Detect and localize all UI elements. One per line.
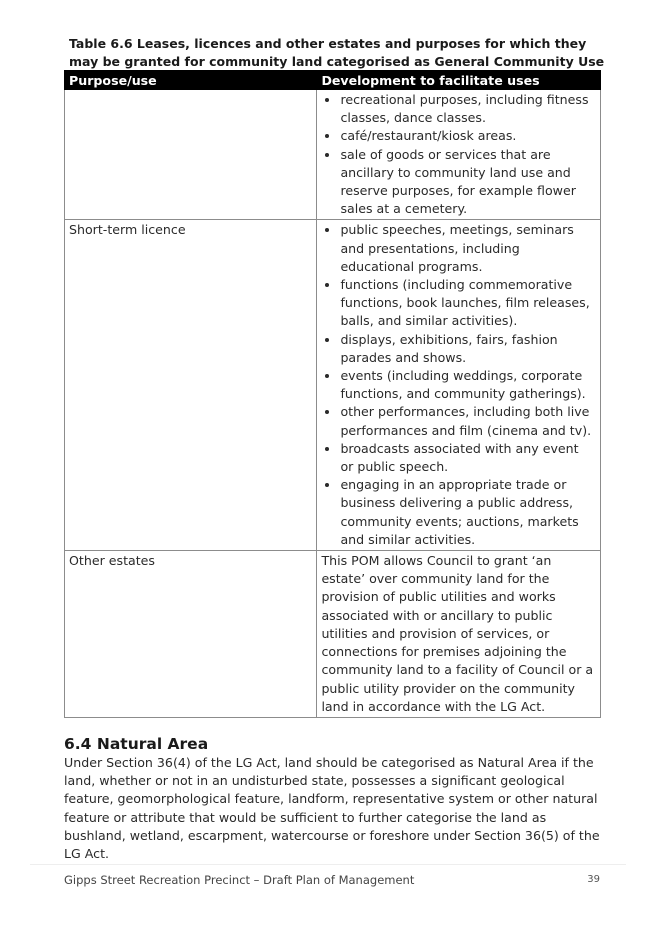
list-item: • sale of goods or services that are ancillary to community land use and reserve purposes, for example flower sales at a cemetery. [340, 146, 595, 219]
list-item: • events (including weddings, corporate functions, and community gatherings). [340, 367, 595, 403]
table-header-row [65, 71, 601, 90]
list-item: • public speeches, meetings, seminars and presentations, including educational programs. [340, 221, 595, 276]
list-item: • functions (including commemorative functions, book launches, film releases, balls, and similar activities). [340, 276, 595, 331]
purpose-cell: Short-term licence [65, 220, 317, 551]
section-paragraph: Under Section 36(4) of the LG Act, land should be categorised as Natural Area if the land, whether or not in an undisturbed state, possesses a significant geological feature, geomorphological feature, landform, representative system or other natural feature or attribute that would be sufficient to further categorise the land as bushland, wetland, escarpment, watercourse or foreshore under Section 36(5) of the LG Act. [64, 755, 600, 862]
development-list [321, 221, 595, 549]
footer-document-title: Gipps Street Recreation Precinct – Draft Plan of Management [64, 873, 415, 887]
list-item: • broadcasts associated with any event or public speech. [340, 440, 595, 476]
footer-divider [30, 864, 626, 865]
table-row [65, 551, 601, 718]
header-development: Development to facilitate uses [317, 71, 601, 90]
page-number: 39 [587, 874, 600, 885]
leases-table [64, 70, 601, 718]
list-item: • engaging in an appropriate trade or business delivering a public address, community events; auctions, markets and similar activities. [340, 476, 595, 549]
table-caption: Table 6.6 Leases, licences and other estates and purposes for which they may be granted for community land categorised as General Community Use [69, 36, 605, 69]
purpose-cell [65, 90, 317, 220]
table-row [65, 90, 601, 220]
development-list [321, 91, 595, 218]
development-cell [317, 220, 601, 551]
development-cell: This POM allows Council to grant ‘an estate’ over community land for the provision of public utilities and works associated with or ancillary to public utilities and provision of services, or connections for premises adjoining the community land to a facility of Council or a public utility provider on the community land in accordance with the LG Act. [317, 551, 601, 718]
development-cell [317, 90, 601, 220]
purpose-cell: Other estates [65, 551, 317, 718]
header-purpose-use: Purpose/use [65, 71, 317, 90]
list-item: • displays, exhibitions, fairs, fashion parades and shows. [340, 331, 595, 367]
list-item: • recreational purposes, including fitness classes, dance classes. [340, 91, 595, 127]
list-item: • café/restaurant/kiosk areas. [340, 127, 595, 145]
table-row [65, 220, 601, 551]
section-heading: 6.4 Natural Area [64, 735, 209, 753]
list-item: • other performances, including both live performances and film (cinema and tv). [340, 403, 595, 439]
